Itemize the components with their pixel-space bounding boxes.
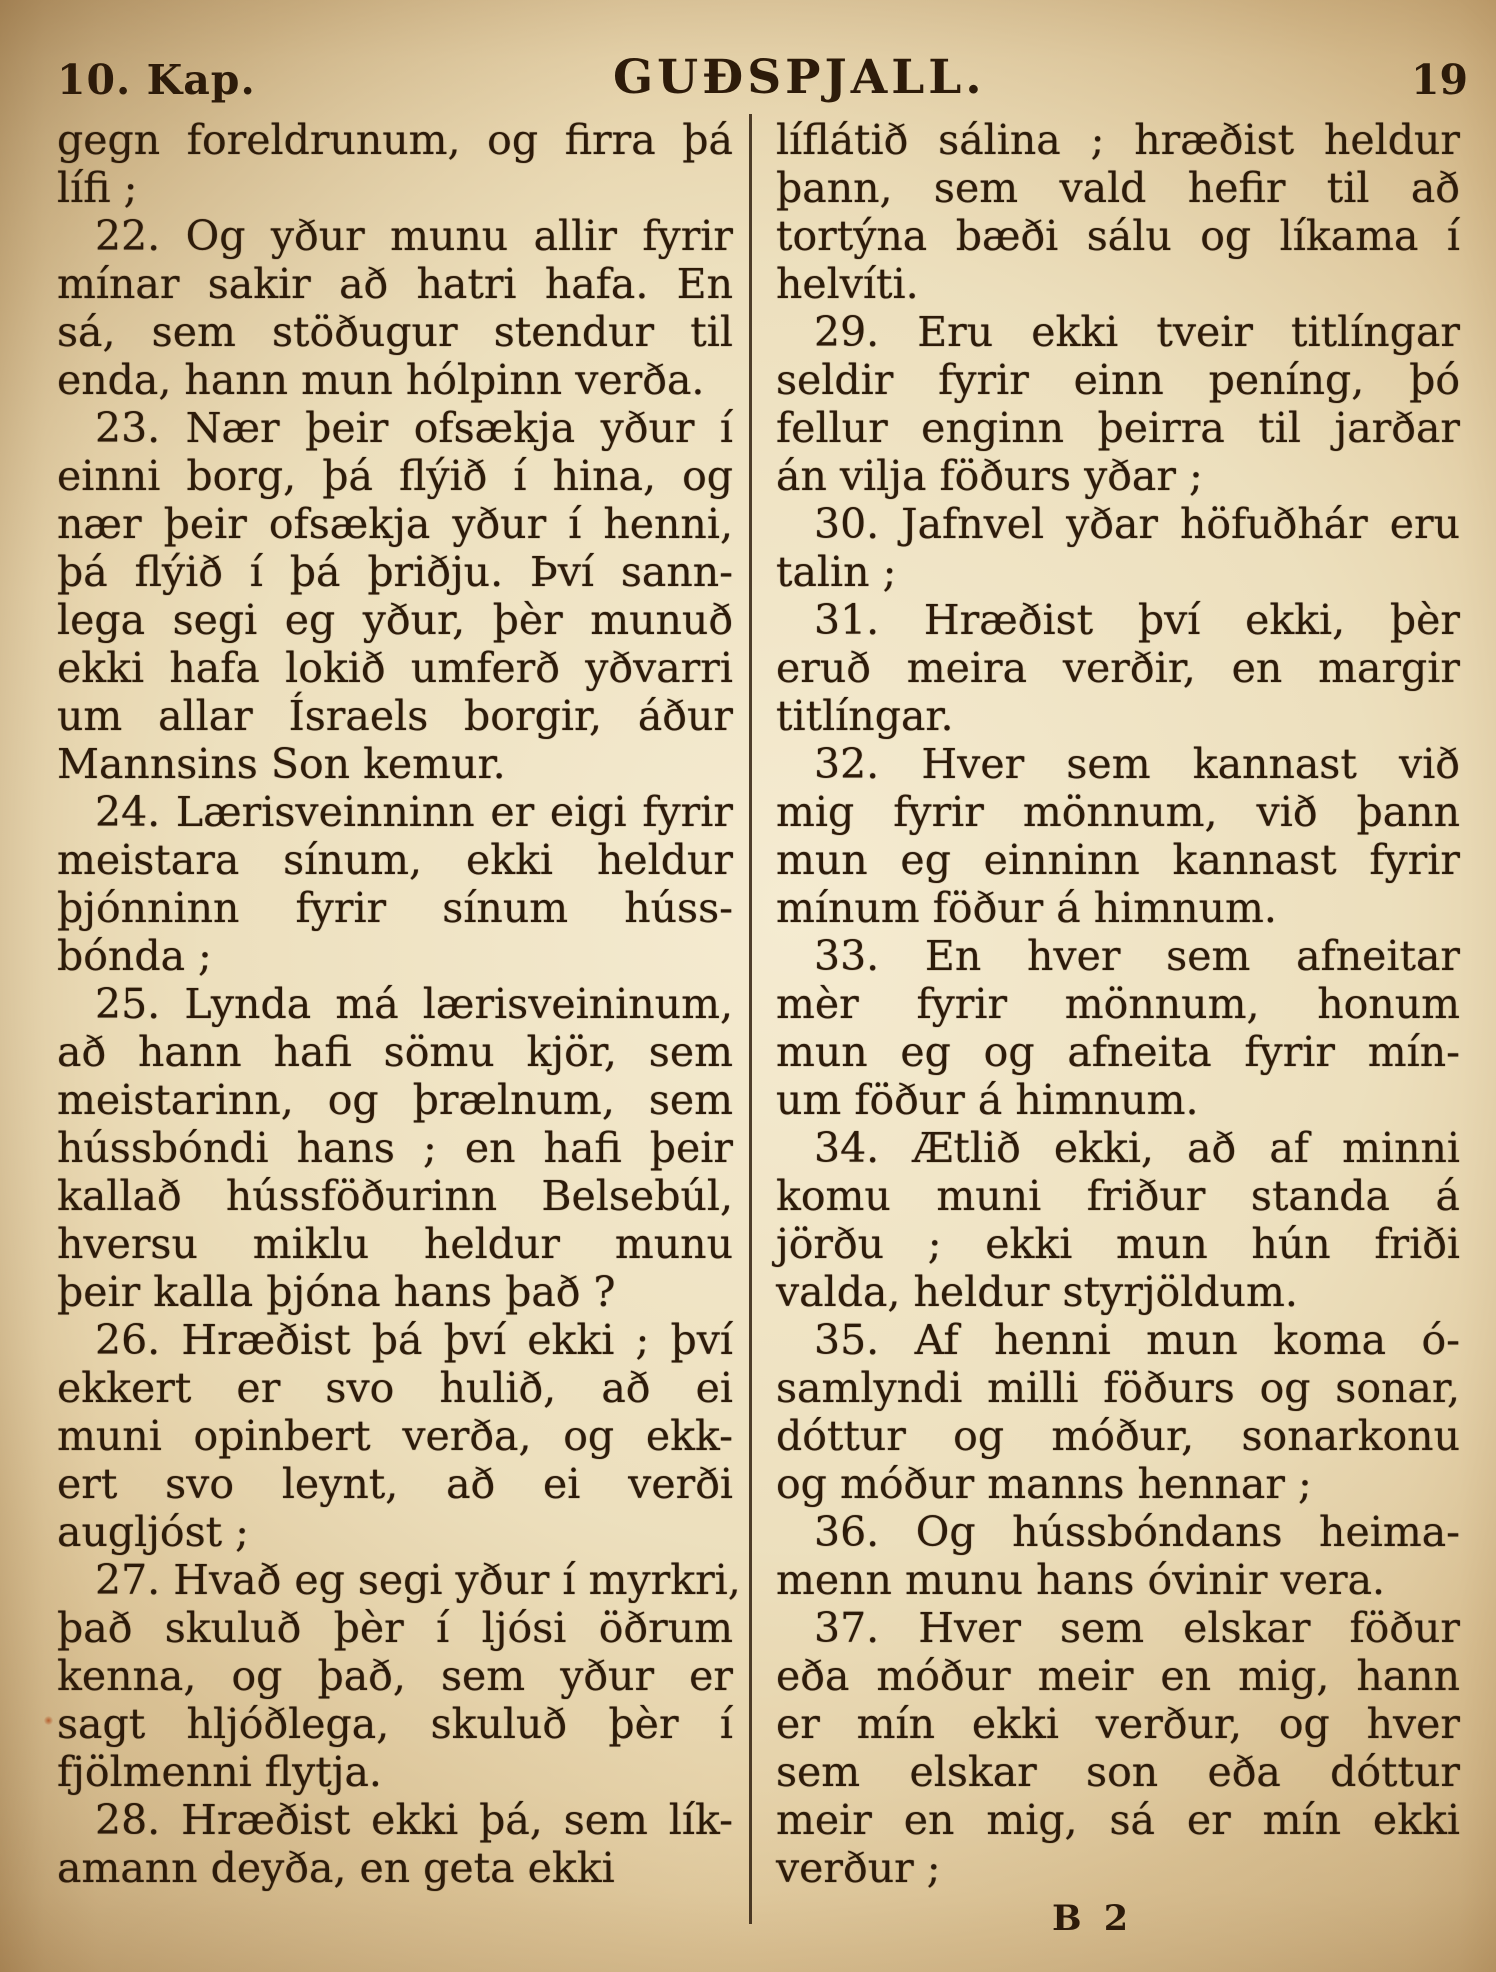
verse-paragraph (57, 116, 733, 212)
text-line: meistarinn, og þrælnum, sem (57, 1076, 733, 1124)
text-line: ekkert er svo hulið, að ei (57, 1364, 733, 1412)
verse-paragraph (57, 788, 733, 980)
text-line: verður ; (776, 1844, 941, 1892)
text-line: þá flýið í þá þriðju. Því sann- (57, 548, 733, 596)
text-line: nær þeir ofsækja yður í henni, (57, 500, 733, 548)
text-line: ert svo leynt, að ei verði (57, 1460, 733, 1508)
text-line: 30. Jafnvel yðar höfuðhár eru (814, 500, 1460, 548)
text-line: helvíti. (776, 260, 919, 308)
text-line: 22. Og yður munu allir fyrir (95, 212, 733, 260)
text-line: Mannsins Son kemur. (57, 740, 506, 788)
text-line: sem elskar son eða dóttur (776, 1748, 1460, 1796)
text-line: 33. En hver sem afneitar (814, 932, 1460, 980)
text-line: gegn foreldrunum, og firra þá (57, 116, 733, 164)
text-line: amann deyða, en geta ekki (57, 1844, 615, 1892)
text-line: samlyndi milli föðurs og sonar, (776, 1364, 1460, 1412)
text-line: 35. Af henni mun koma ó- (814, 1316, 1460, 1364)
text-line: fjölmenni flytja. (57, 1748, 382, 1796)
text-line: þjónninn fyrir sínum húss- (57, 884, 733, 932)
text-line: mèr fyrir mönnum, honum (776, 980, 1460, 1028)
text-line: hússbóndi hans ; en hafi þeir (57, 1124, 733, 1172)
text-line: jörðu ; ekki mun hún friði (776, 1220, 1460, 1268)
text-line: talin ; (776, 548, 897, 596)
text-line: 25. Lynda má lærisveininum, (95, 980, 733, 1028)
text-line: sagt hljóðlega, skuluð þèr í (57, 1700, 733, 1748)
verse-paragraph (776, 1604, 1460, 1892)
text-line: 28. Hræðist ekki þá, sem lík- (95, 1796, 733, 1844)
verse-paragraph (57, 1796, 733, 1892)
verse-paragraph (57, 1316, 733, 1556)
ink-stain (44, 1716, 53, 1725)
text-line: titlíngar. (776, 692, 954, 740)
text-line: hversu miklu heldur munu (57, 1220, 733, 1268)
text-line: lega segi eg yður, þèr munuð (57, 596, 733, 644)
text-line: bónda ; (57, 932, 212, 980)
verse-paragraph (776, 1508, 1460, 1604)
text-line: kenna, og það, sem yður er (57, 1652, 733, 1700)
text-line: er mín ekki verður, og hver (776, 1700, 1460, 1748)
text-line: muni opinbert verða, og ekk- (57, 1412, 733, 1460)
text-line: um allar Ísraels borgir, áður (57, 692, 733, 740)
text-line: 29. Eru ekki tveir titlíngar (814, 308, 1460, 356)
text-line: mun eg og afneita fyrir mín- (776, 1028, 1460, 1076)
text-line: 26. Hræðist þá því ekki ; því (95, 1316, 733, 1364)
text-line: dóttur og móður, sonarkonu (776, 1412, 1460, 1460)
text-line: 31. Hræðist því ekki, þèr (814, 596, 1460, 644)
text-line: 24. Lærisveinninn er eigi fyrir (95, 788, 733, 836)
text-line: komu muni friður standa á (776, 1172, 1460, 1220)
text-line: eða móður meir en mig, hann (776, 1652, 1460, 1700)
text-line: lífi ; (57, 164, 138, 212)
text-line: þann, sem vald hefir til að (776, 164, 1460, 212)
verse-paragraph (57, 1556, 741, 1796)
verse-paragraph (776, 308, 1460, 500)
text-line: þeir kalla þjóna hans það ? (57, 1268, 616, 1316)
text-line: mun eg einninn kannast fyrir (776, 836, 1460, 884)
page-number: 19 (1410, 56, 1468, 104)
verse-paragraph (776, 500, 1460, 596)
text-line: meir en mig, sá er mín ekki (776, 1796, 1460, 1844)
text-line: fellur enginn þeirra til jarðar (776, 404, 1460, 452)
text-line: seldir fyrir einn peníng, þó (776, 356, 1460, 404)
column-divider (749, 114, 752, 1924)
text-line: meistara sínum, ekki heldur (57, 836, 733, 884)
text-line: 36. Og hússbóndans heima- (814, 1508, 1460, 1556)
text-line: einni borg, þá flýið í hina, og (57, 452, 733, 500)
text-line: augljóst ; (57, 1508, 249, 1556)
left-text-column (57, 116, 741, 1892)
text-line: kallað hússföðurinn Belsebúl, (57, 1172, 733, 1220)
signature-mark: B 2 (1052, 1898, 1134, 1939)
text-line: um föður á himnum. (776, 1076, 1199, 1124)
verse-paragraph (57, 212, 733, 404)
verse-paragraph (776, 1316, 1460, 1508)
text-line: eruð meira verðir, en margir (776, 644, 1460, 692)
right-text-column (776, 116, 1460, 1892)
verse-paragraph (776, 932, 1460, 1124)
text-line: 32. Hver sem kannast við (814, 740, 1460, 788)
text-line: sá, sem stöðugur stendur til (57, 308, 733, 356)
verse-paragraph (57, 404, 733, 788)
page-title: GUÐSPJALL. (613, 50, 986, 105)
text-line: að hann hafi sömu kjör, sem (57, 1028, 733, 1076)
text-line: 23. Nær þeir ofsækja yður í (95, 404, 733, 452)
text-line: menn munu hans óvinir vera. (776, 1556, 1386, 1604)
verse-paragraph (776, 1124, 1460, 1316)
text-line: líflátið sálina ; hræðist heldur (776, 116, 1460, 164)
text-line: tortýna bæði sálu og líkama í (776, 212, 1460, 260)
text-line: og móður manns hennar ; (776, 1460, 1312, 1508)
text-line: 34. Ætlið ekki, að af minni (814, 1124, 1460, 1172)
text-line: mig fyrir mönnum, við þann (776, 788, 1460, 836)
text-line: það skuluð þèr í ljósi öðrum (57, 1604, 733, 1652)
text-line: mínar sakir að hatri hafa. En (57, 260, 733, 308)
text-line: 27. Hvað eg segi yður í myrkri, (95, 1556, 741, 1604)
text-line: mínum föður á himnum. (776, 884, 1277, 932)
text-line: án vilja föðurs yðar ; (776, 452, 1203, 500)
verse-paragraph (776, 596, 1460, 740)
verse-paragraph (776, 740, 1460, 932)
chapter-label: 10. Kap. (57, 56, 256, 104)
text-line: enda, hann mun hólpinn verða. (57, 356, 705, 404)
text-line: valda, heldur styrjöldum. (776, 1268, 1298, 1316)
verse-paragraph (57, 980, 733, 1316)
text-line: 37. Hver sem elskar föður (814, 1604, 1460, 1652)
verse-paragraph (776, 116, 1460, 308)
text-line: ekki hafa lokið umferð yðvarri (57, 644, 733, 692)
